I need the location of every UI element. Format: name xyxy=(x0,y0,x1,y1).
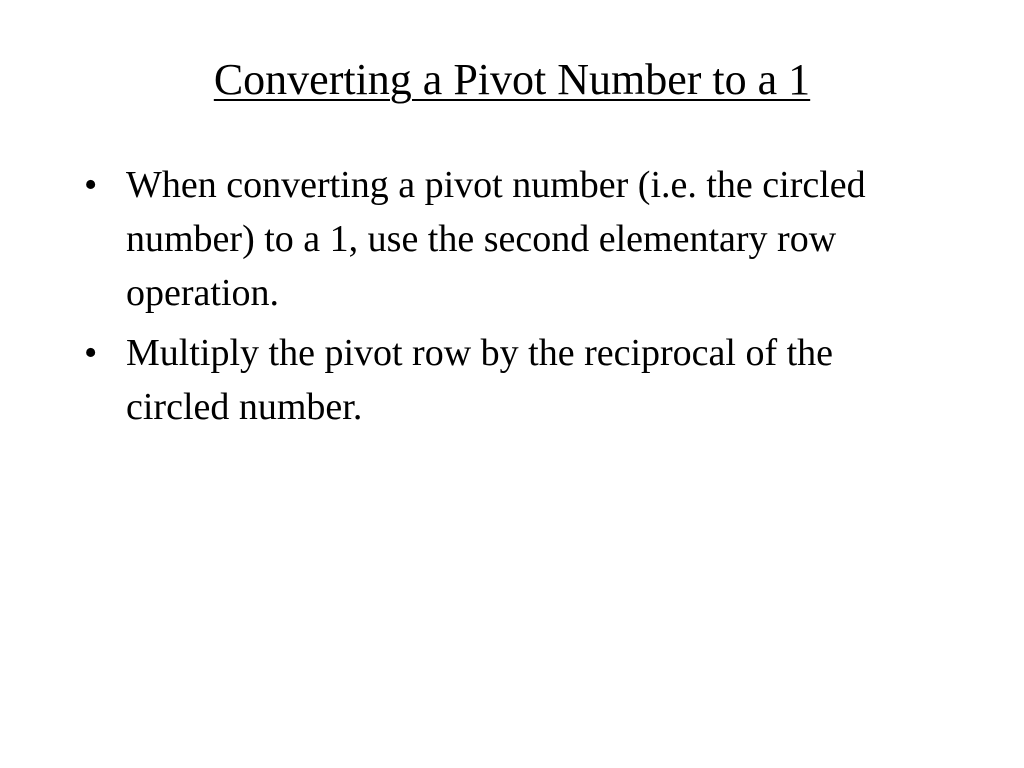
bullet-text: Multiply the pivot row by the reciprocal of the circled number. xyxy=(126,332,834,428)
bullet-item xyxy=(84,158,924,320)
bullet-list xyxy=(84,158,924,440)
bullet-item xyxy=(84,326,924,434)
slide-title: Converting a Pivot Number to a 1 xyxy=(213,55,811,104)
bullet-marker: • xyxy=(84,332,98,374)
bullet-marker: • xyxy=(84,164,98,206)
bullet-text: When converting a pivot number (i.e. the circled number) to a 1, use the second elementary row operation. xyxy=(126,164,866,314)
